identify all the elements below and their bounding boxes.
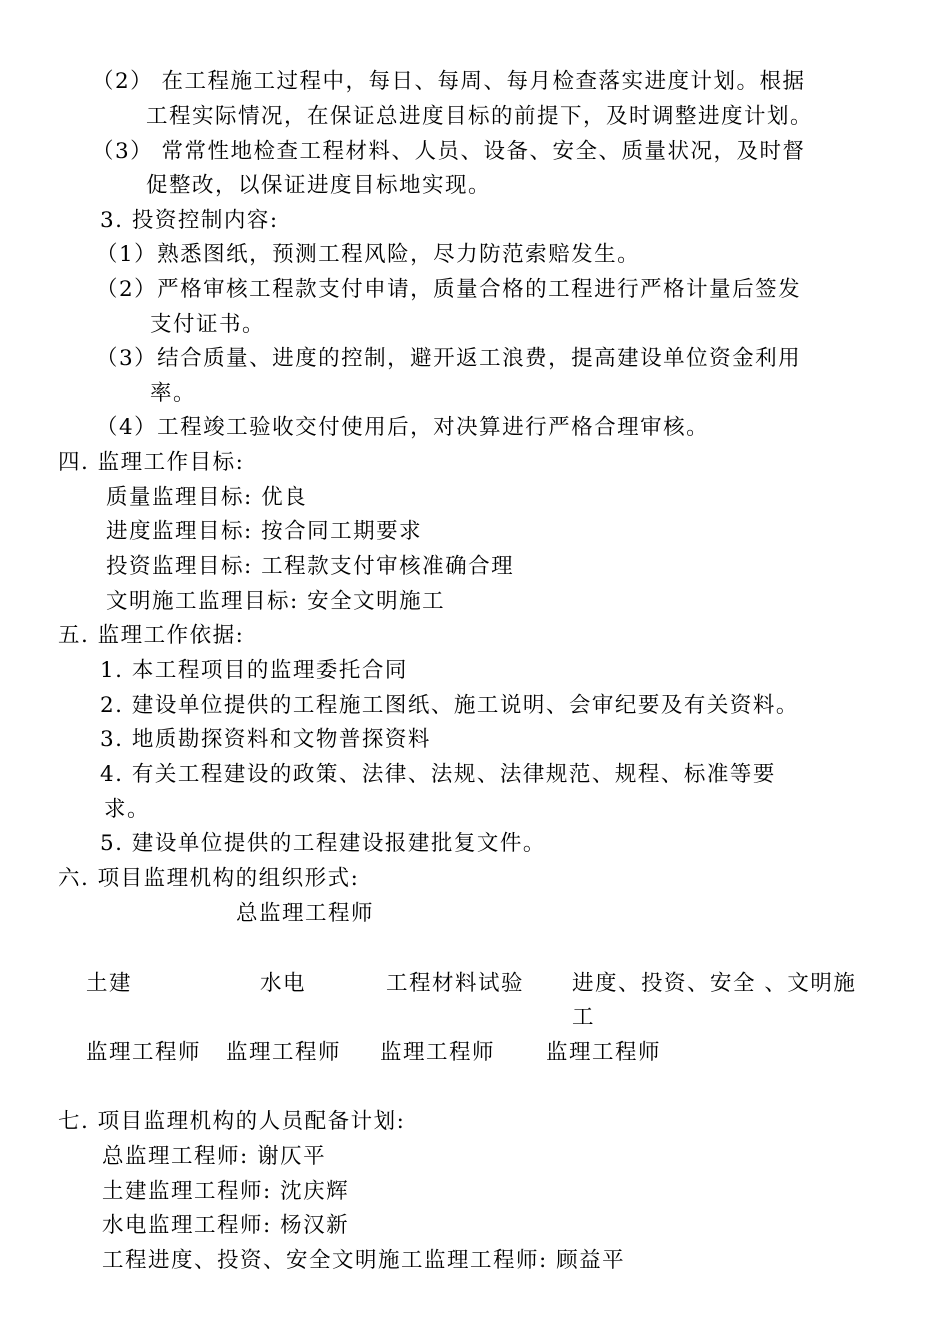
basis-item-4-line-2: 求。	[104, 797, 151, 822]
investment-item-4: （4）工程竣工验收交付使用后，对决算进行严格合理审核。	[96, 415, 710, 440]
org-col-progress-investment-safety: 进度、投资、安全 、文明施	[572, 971, 857, 996]
progress-item-2-line-1: （2） 在工程施工过程中，每日、每周、每月检查落实进度计划。根据	[92, 69, 806, 94]
org-col-water-electric: 水电	[260, 971, 307, 996]
investment-item-3-line-1: （3）结合质量、进度的控制，避开返工浪费，提高建设单位资金利用	[96, 346, 802, 371]
goal-investment: 投资监理目标: 工程款支付审核准确合理	[106, 554, 515, 579]
progress-item-2-line-2: 工程实际情况，在保证总进度目标的前提下，及时调整进度计划。	[146, 104, 814, 129]
goal-progress: 进度监理目标: 按合同工期要求	[106, 519, 423, 544]
org-col-progress-investment-safety-wrap: 工	[572, 1005, 596, 1030]
staff-chief-engineer: 总监理工程师: 谢仄平	[102, 1144, 327, 1169]
goals-heading: 四. 监理工作目标:	[58, 450, 245, 475]
org-heading: 六. 项目监理机构的组织形式:	[58, 866, 360, 891]
goal-civilized-construction: 文明施工监理目标: 安全文明施工	[106, 589, 446, 614]
org-col-civil: 土建	[86, 971, 133, 996]
basis-item-3: 3. 地质勘探资料和文物普探资料	[100, 727, 431, 752]
staffing-heading: 七. 项目监理机构的人员配备计划:	[58, 1109, 406, 1134]
investment-item-2-line-1: （2）严格审核工程款支付申请，质量合格的工程进行严格计量后签发	[96, 277, 802, 302]
investment-item-2-line-2: 支付证书。	[150, 312, 266, 337]
investment-item-1: （1）熟悉图纸，预测工程风险，尽力防范索赔发生。	[96, 242, 641, 267]
progress-item-3-line-1: （3） 常常性地检查工程材料、人员、设备、安全、质量状况，及时督	[92, 139, 806, 164]
investment-item-3-line-2: 率。	[150, 381, 197, 406]
staff-water-electric-engineer: 水电监理工程师: 杨汉新	[102, 1213, 350, 1238]
org-role-material-testing: 监理工程师	[380, 1040, 496, 1065]
basis-item-2: 2. 建设单位提供的工程施工图纸、施工说明、会审纪要及有关资料。	[100, 693, 799, 718]
investment-heading: 3. 投资控制内容:	[100, 208, 279, 233]
org-role-progress-safety: 监理工程师	[546, 1040, 662, 1065]
org-role-civil: 监理工程师	[86, 1040, 202, 1065]
staff-civil-engineer: 土建监理工程师: 沈庆辉	[102, 1179, 350, 1204]
basis-item-4-line-1: 4. 有关工程建设的政策、法律、法规、法律规范、规程、标准等要	[100, 762, 776, 787]
basis-item-1: 1. 本工程项目的监理委托合同	[100, 658, 408, 683]
goal-quality: 质量监理目标: 优良	[106, 485, 308, 510]
org-col-material-testing: 工程材料试验	[386, 971, 525, 996]
basis-heading: 五. 监理工作依据:	[58, 623, 245, 648]
progress-item-3-line-2: 促整改，以保证进度目标地实现。	[146, 173, 492, 198]
staff-progress-safety-engineer: 工程进度、投资、安全文明施工监理工程师: 顾益平	[102, 1248, 626, 1273]
basis-item-5: 5. 建设单位提供的工程建设报建批复文件。	[100, 831, 546, 856]
org-role-water-electric: 监理工程师	[226, 1040, 342, 1065]
org-chief-engineer: 总监理工程师	[236, 901, 375, 926]
